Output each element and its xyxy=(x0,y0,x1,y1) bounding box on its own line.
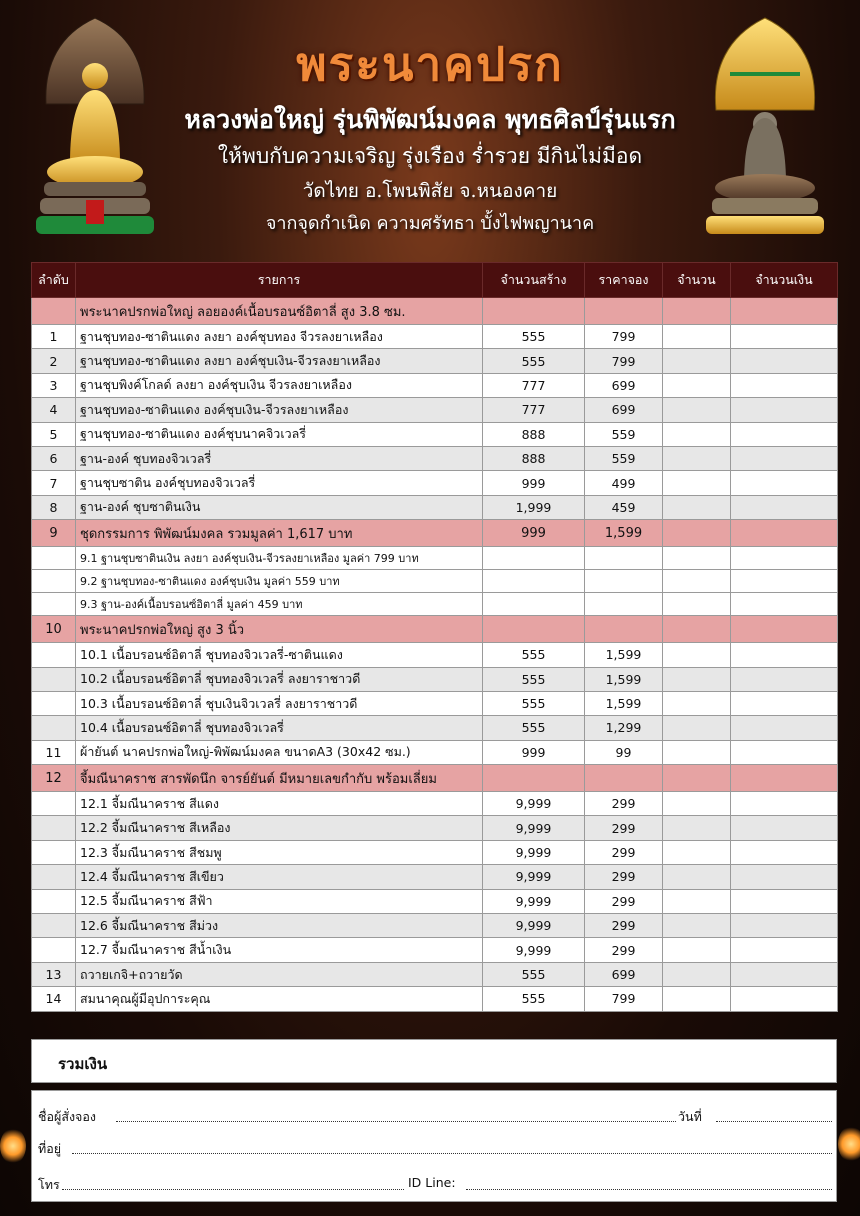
row-price xyxy=(585,593,663,616)
row-quantity-input[interactable] xyxy=(663,325,731,349)
row-quantity-input[interactable] xyxy=(663,865,731,889)
row-price xyxy=(585,547,663,570)
row-price: 1,599 xyxy=(585,667,663,691)
row-item-name: 12.6 จี้มณีนาคราช สีม่วง xyxy=(76,914,483,938)
row-amount-input[interactable] xyxy=(731,616,838,643)
col-header-amount: จำนวนเงิน xyxy=(731,263,838,298)
row-production-qty: 555 xyxy=(483,962,585,986)
row-amount-input[interactable] xyxy=(731,349,838,373)
row-price: 699 xyxy=(585,962,663,986)
row-number xyxy=(32,865,76,889)
candle-glow xyxy=(838,1126,860,1162)
row-number xyxy=(32,914,76,938)
row-quantity-input[interactable] xyxy=(663,616,731,643)
row-amount-input[interactable] xyxy=(731,446,838,470)
price-table xyxy=(31,262,838,1012)
row-production-qty: 555 xyxy=(483,691,585,715)
total-label: รวมเงิน xyxy=(58,1055,108,1073)
poster-subtitle: หลวงพ่อใหญ่ รุ่นพิพัฒน์มงคล พุทธศิลป์รุ่นแรก xyxy=(184,105,676,134)
row-price: 459 xyxy=(585,495,663,519)
row-price: 699 xyxy=(585,398,663,422)
table-row xyxy=(32,373,838,397)
row-production-qty: 9,999 xyxy=(483,816,585,840)
row-amount-input[interactable] xyxy=(731,914,838,938)
row-amount-input[interactable] xyxy=(731,298,838,325)
row-quantity-input[interactable] xyxy=(663,691,731,715)
row-number xyxy=(32,547,76,570)
row-amount-input[interactable] xyxy=(731,889,838,913)
row-price: 299 xyxy=(585,889,663,913)
row-price: 559 xyxy=(585,422,663,446)
row-production-qty: 999 xyxy=(483,471,585,495)
section-row xyxy=(32,765,838,792)
row-number: 3 xyxy=(32,373,76,397)
total-box xyxy=(31,1039,837,1083)
row-production-qty: 555 xyxy=(483,716,585,740)
row-item-name: ฐานชุบซาติน องค์ชุบทองจิวเวลรี่ xyxy=(76,471,483,495)
row-amount-input[interactable] xyxy=(731,325,838,349)
row-item-name: ถวายเกจิ+ถวายวัด xyxy=(76,962,483,986)
poster-blessing: ให้พบกับความเจริญ รุ่งเรือง ร่ำรวย มีกินไม่มีอด xyxy=(217,144,643,168)
sub-item-row xyxy=(32,570,838,593)
table-row xyxy=(32,398,838,422)
row-price: 299 xyxy=(585,816,663,840)
row-quantity-input[interactable] xyxy=(663,373,731,397)
row-number xyxy=(32,298,76,325)
row-quantity-input[interactable] xyxy=(663,765,731,792)
row-price: 799 xyxy=(585,987,663,1011)
row-number xyxy=(32,716,76,740)
row-quantity-input[interactable] xyxy=(663,816,731,840)
row-production-qty: 999 xyxy=(483,520,585,547)
line-id-field[interactable] xyxy=(466,1189,832,1190)
row-amount-input[interactable] xyxy=(731,373,838,397)
row-quantity-input[interactable] xyxy=(663,716,731,740)
row-number xyxy=(32,840,76,864)
row-amount-input[interactable] xyxy=(731,987,838,1011)
address-field[interactable] xyxy=(72,1153,832,1154)
row-quantity-input[interactable] xyxy=(663,593,731,616)
row-item-name: 9.1 ฐานชุบซาตินเงิน ลงยา องค์ชุบเงิน-จีวรลงยาเหลือง มูลค่า 799 บาท xyxy=(76,547,483,570)
poster-origin: จากจุดกำเนิด ความศรัทธา บั้งไฟพญานาค xyxy=(265,213,595,234)
row-quantity-input[interactable] xyxy=(663,398,731,422)
row-amount-input[interactable] xyxy=(731,398,838,422)
row-number xyxy=(32,938,76,962)
table-row xyxy=(32,643,838,667)
row-amount-input[interactable] xyxy=(731,667,838,691)
row-amount-input[interactable] xyxy=(731,716,838,740)
row-item-name: 12.7 จี้มณีนาคราช สีน้ำเงิน xyxy=(76,938,483,962)
row-price: 299 xyxy=(585,914,663,938)
row-quantity-input[interactable] xyxy=(663,914,731,938)
row-production-qty: 9,999 xyxy=(483,792,585,816)
row-production-qty: 555 xyxy=(483,987,585,1011)
table-row xyxy=(32,325,838,349)
row-number: 9 xyxy=(32,520,76,547)
row-item-name: 9.2 ฐานชุบทอง-ซาตินแดง องค์ชุบเงิน มูลค่า 559 บาท xyxy=(76,570,483,593)
table-row xyxy=(32,840,838,864)
table-row xyxy=(32,691,838,715)
row-amount-input[interactable] xyxy=(731,840,838,864)
row-item-name: 9.3 ฐาน-องค์เนื้อบรอนซ์อิตาลี่ มูลค่า 459 บาท xyxy=(76,593,483,616)
row-number: 5 xyxy=(32,422,76,446)
sub-item-row xyxy=(32,593,838,616)
table-row xyxy=(32,889,838,913)
row-item-name: พระนาคปรกพ่อใหญ่ สูง 3 นิ้ว xyxy=(76,616,483,643)
row-amount-input[interactable] xyxy=(731,593,838,616)
row-item-name: พระนาคปรกพ่อใหญ่ ลอยองค์เนื้อบรอนซ์อิตาลี่ สูง 3.8 ซม. xyxy=(76,298,483,325)
row-item-name: 10.1 เนื้อบรอนซ์อิตาลี่ ชุบทองจิวเวลรี่-ซาตินแดง xyxy=(76,643,483,667)
row-production-qty: 999 xyxy=(483,740,585,764)
table-row xyxy=(32,716,838,740)
row-amount-input[interactable] xyxy=(731,495,838,519)
row-production-qty: 888 xyxy=(483,422,585,446)
row-item-name: จี้มณีนาคราช สารพัดนึก จารย์ยันต์ มีหมายเลขกำกับ พร้อมเลี่ยม xyxy=(76,765,483,792)
row-production-qty: 9,999 xyxy=(483,889,585,913)
row-item-name: 10.2 เนื้อบรอนซ์อิตาลี่ ชุบทองจิวเวลรี่ ลงยาราชาวดี xyxy=(76,667,483,691)
row-item-name: ผ้ายันต์ นาคปรกพ่อใหญ่-พิพัฒน์มงคล ขนาดA3 (30x42 ซม.) xyxy=(76,740,483,764)
row-price xyxy=(585,616,663,643)
table-row xyxy=(32,962,838,986)
row-production-qty: 9,999 xyxy=(483,938,585,962)
address-label: ที่อยู่ xyxy=(38,1141,62,1156)
section-row xyxy=(32,298,838,325)
table-row xyxy=(32,792,838,816)
row-quantity-input[interactable] xyxy=(663,570,731,593)
table-row xyxy=(32,446,838,470)
row-item-name: 10.3 เนื้อบรอนซ์อิตาลี่ ชุบเงินจิวเวลรี่ ลงยาราชาวดี xyxy=(76,691,483,715)
col-header-price: ราคาจอง xyxy=(585,263,663,298)
row-quantity-input[interactable] xyxy=(663,547,731,570)
row-price xyxy=(585,570,663,593)
row-production-qty: 1,999 xyxy=(483,495,585,519)
orderer-name-field[interactable] xyxy=(116,1121,676,1122)
table-row xyxy=(32,667,838,691)
row-price: 299 xyxy=(585,840,663,864)
row-number: 10 xyxy=(32,616,76,643)
row-quantity-input[interactable] xyxy=(663,520,731,547)
row-number: 11 xyxy=(32,740,76,764)
row-item-name: 12.2 จี้มณีนาคราช สีเหลือง xyxy=(76,816,483,840)
row-price: 99 xyxy=(585,740,663,764)
col-header-production: จำนวนสร้าง xyxy=(483,263,585,298)
table-row xyxy=(32,471,838,495)
row-number xyxy=(32,643,76,667)
row-amount-input[interactable] xyxy=(731,740,838,764)
row-quantity-input[interactable] xyxy=(663,446,731,470)
row-number xyxy=(32,593,76,616)
row-quantity-input[interactable] xyxy=(663,792,731,816)
table-row xyxy=(32,816,838,840)
phone-field[interactable] xyxy=(62,1189,404,1190)
row-production-qty: 555 xyxy=(483,349,585,373)
row-number: 4 xyxy=(32,398,76,422)
row-production-qty: 9,999 xyxy=(483,840,585,864)
table-row xyxy=(32,914,838,938)
row-price: 699 xyxy=(585,373,663,397)
row-price xyxy=(585,765,663,792)
sub-item-row xyxy=(32,547,838,570)
row-item-name: 10.4 เนื้อบรอนซ์อิตาลี่ ชุบทองจิวเวลรี่ xyxy=(76,716,483,740)
col-header-quantity: จำนวน xyxy=(663,263,731,298)
col-header-item: รายการ xyxy=(76,263,483,298)
row-item-name: 12.1 จี้มณีนาคราช สีแดง xyxy=(76,792,483,816)
row-price: 1,599 xyxy=(585,691,663,715)
row-amount-input[interactable] xyxy=(731,570,838,593)
price-list-sheet xyxy=(31,262,837,1012)
row-item-name: ฐาน-องค์ ชุบซาตินเงิน xyxy=(76,495,483,519)
row-item-name: 12.5 จี้มณีนาคราช สีฟ้า xyxy=(76,889,483,913)
row-number: 2 xyxy=(32,349,76,373)
row-amount-input[interactable] xyxy=(731,792,838,816)
line-id-label: ID Line: xyxy=(408,1175,456,1190)
date-field[interactable] xyxy=(716,1121,832,1122)
row-production-qty: 555 xyxy=(483,643,585,667)
row-amount-input[interactable] xyxy=(731,962,838,986)
row-price: 1,599 xyxy=(585,643,663,667)
row-price: 799 xyxy=(585,349,663,373)
row-quantity-input[interactable] xyxy=(663,643,731,667)
order-form xyxy=(31,1090,837,1202)
row-amount-input[interactable] xyxy=(731,547,838,570)
row-price: 499 xyxy=(585,471,663,495)
row-production-qty xyxy=(483,765,585,792)
row-production-qty: 9,999 xyxy=(483,865,585,889)
row-production-qty xyxy=(483,570,585,593)
row-price: 299 xyxy=(585,792,663,816)
row-quantity-input[interactable] xyxy=(663,740,731,764)
row-amount-input[interactable] xyxy=(731,471,838,495)
row-amount-input[interactable] xyxy=(731,691,838,715)
row-quantity-input[interactable] xyxy=(663,422,731,446)
row-item-name: ฐานชุบทอง-ซาตินแดง ลงยา องค์ชุบทอง จีวรลงยาเหลือง xyxy=(76,325,483,349)
table-row xyxy=(32,740,838,764)
row-quantity-input[interactable] xyxy=(663,962,731,986)
row-production-qty: 9,999 xyxy=(483,914,585,938)
table-row xyxy=(32,987,838,1011)
orderer-name-label: ชื่อผู้สั่งจอง xyxy=(38,1109,96,1124)
row-amount-input[interactable] xyxy=(731,816,838,840)
row-price: 559 xyxy=(585,446,663,470)
row-price xyxy=(585,298,663,325)
row-amount-input[interactable] xyxy=(731,422,838,446)
row-production-qty xyxy=(483,593,585,616)
col-header-order: ลำดับ xyxy=(32,263,76,298)
row-quantity-input[interactable] xyxy=(663,840,731,864)
row-number: 12 xyxy=(32,765,76,792)
table-row xyxy=(32,865,838,889)
row-price: 799 xyxy=(585,325,663,349)
row-production-qty: 555 xyxy=(483,667,585,691)
row-production-qty: 777 xyxy=(483,398,585,422)
row-item-name: ฐานชุบพิงค์โกลด์ ลงยา องค์ชุบเงิน จีวรลงยาเหลือง xyxy=(76,373,483,397)
poster-header xyxy=(0,0,860,262)
table-row xyxy=(32,422,838,446)
row-production-qty xyxy=(483,298,585,325)
table-row xyxy=(32,349,838,373)
row-quantity-input[interactable] xyxy=(663,495,731,519)
row-quantity-input[interactable] xyxy=(663,938,731,962)
row-item-name: ฐาน-องค์ ชุบทองจิวเวลรี่ xyxy=(76,446,483,470)
section-row xyxy=(32,520,838,547)
row-quantity-input[interactable] xyxy=(663,889,731,913)
row-item-name: ฐานชุบทอง-ซาตินแดง ลงยา องค์ชุบเงิน-จีวรลงยาเหลือง xyxy=(76,349,483,373)
row-number: 1 xyxy=(32,325,76,349)
row-number: 7 xyxy=(32,471,76,495)
row-item-name: ฐานชุบทอง-ซาตินแดง องค์ชุบเงิน-จีวรลงยาเหลือง xyxy=(76,398,483,422)
row-production-qty xyxy=(483,616,585,643)
row-amount-input[interactable] xyxy=(731,938,838,962)
row-item-name: ชุดกรรมการ พิพัฒน์มงคล รวมมูลค่า 1,617 บาท xyxy=(76,520,483,547)
row-quantity-input[interactable] xyxy=(663,987,731,1011)
candle-glow xyxy=(0,1128,26,1164)
row-number: 8 xyxy=(32,495,76,519)
row-quantity-input[interactable] xyxy=(663,349,731,373)
row-item-name: 12.3 จี้มณีนาคราช สีชมพู xyxy=(76,840,483,864)
row-amount-input[interactable] xyxy=(731,520,838,547)
row-number xyxy=(32,570,76,593)
row-price: 299 xyxy=(585,865,663,889)
table-header-row xyxy=(32,263,838,298)
row-amount-input[interactable] xyxy=(731,865,838,889)
table-row xyxy=(32,495,838,519)
section-row xyxy=(32,616,838,643)
row-item-name: 12.4 จี้มณีนาคราช สีเขียว xyxy=(76,865,483,889)
row-production-qty: 777 xyxy=(483,373,585,397)
date-label: วันที่ xyxy=(678,1109,702,1124)
row-number xyxy=(32,691,76,715)
row-price: 1,299 xyxy=(585,716,663,740)
row-price: 299 xyxy=(585,938,663,962)
row-number xyxy=(32,792,76,816)
row-item-name: สมนาคุณผู้มีอุปการะคุณ xyxy=(76,987,483,1011)
row-quantity-input[interactable] xyxy=(663,667,731,691)
phone-label: โทร xyxy=(38,1177,60,1192)
row-number: 6 xyxy=(32,446,76,470)
poster-location: วัดไทย อ.โพนพิสัย จ.หนองคาย xyxy=(302,180,558,202)
row-number: 13 xyxy=(32,962,76,986)
poster-title: พระนาคปรก xyxy=(296,37,564,91)
row-production-qty: 888 xyxy=(483,446,585,470)
row-amount-input[interactable] xyxy=(731,643,838,667)
row-amount-input[interactable] xyxy=(731,765,838,792)
row-quantity-input[interactable] xyxy=(663,298,731,325)
row-production-qty: 555 xyxy=(483,325,585,349)
row-price: 1,599 xyxy=(585,520,663,547)
row-item-name: ฐานชุบทอง-ซาตินแดง องค์ชุบนาคจิวเวลรี่ xyxy=(76,422,483,446)
row-production-qty xyxy=(483,547,585,570)
table-row xyxy=(32,938,838,962)
row-number xyxy=(32,667,76,691)
row-number xyxy=(32,816,76,840)
row-number: 14 xyxy=(32,987,76,1011)
row-quantity-input[interactable] xyxy=(663,471,731,495)
row-number xyxy=(32,889,76,913)
